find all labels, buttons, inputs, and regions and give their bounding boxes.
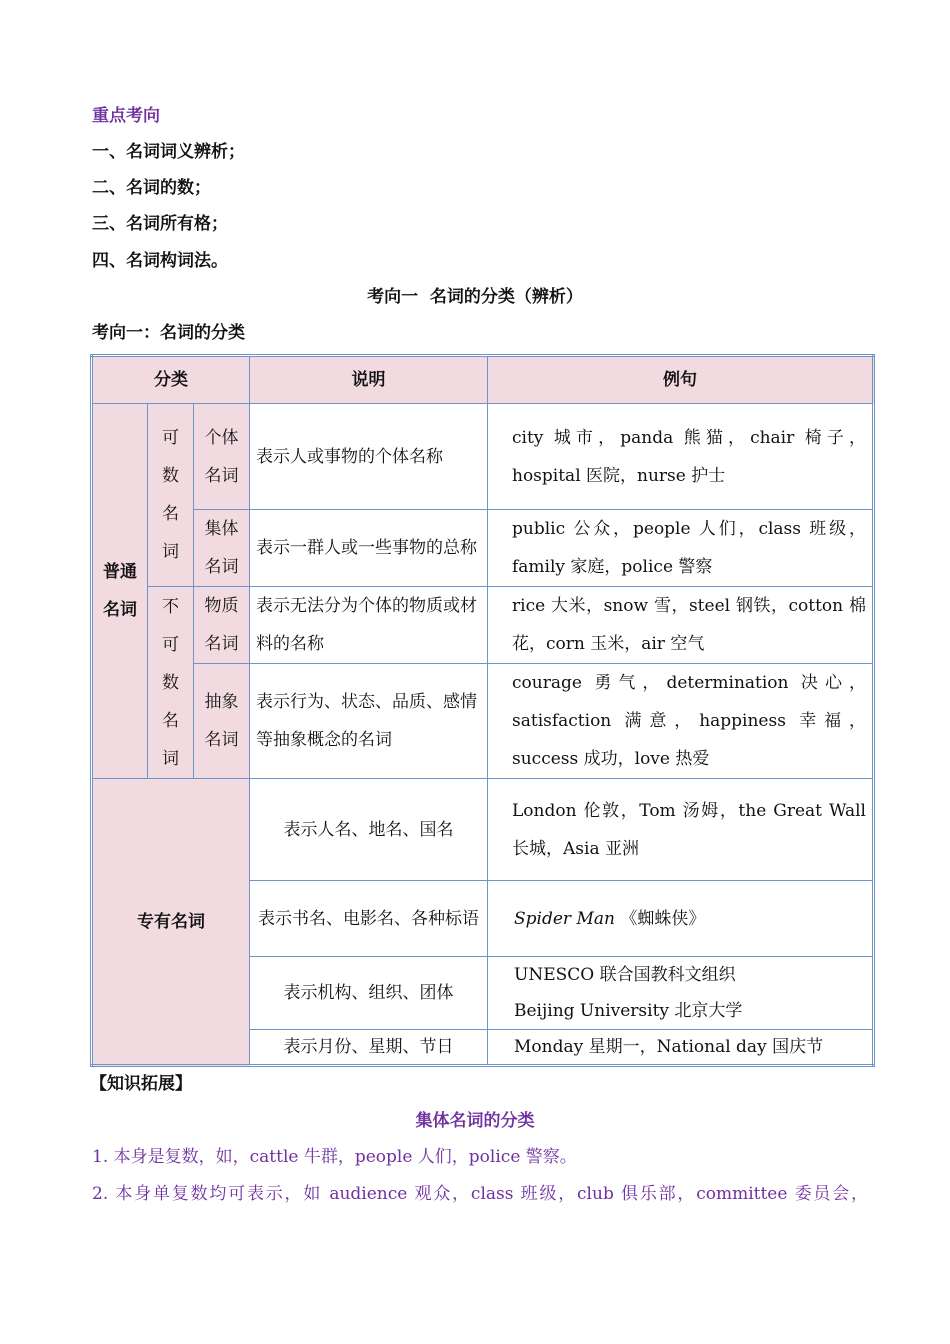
desc-cell: 表示行为、状态、品质、感情等抽象概念的名词 xyxy=(250,664,488,779)
uncountable-cell xyxy=(148,587,194,779)
knowledge-p1: 1. 本身是复数，如，cattle 牛群，people 人们，police 警察。 xyxy=(92,1147,577,1167)
type-label: 物质 名词 xyxy=(204,596,239,654)
type-label: 集体 名词 xyxy=(204,519,239,577)
knowledge-p2: 2. 本身单复数均可表示，如 audience 观众，class 班级，club 俱乐部，committee 委员会， xyxy=(92,1184,868,1204)
desc-cell: 表示机构、组织、团体 xyxy=(250,957,488,1030)
desc-cell: 表示月份、星期、节日 xyxy=(250,1030,488,1066)
example-line: UNESCO 联合国教科文组织 xyxy=(514,965,736,985)
header-description: 说明 xyxy=(250,356,488,404)
example-italic: Spider Man xyxy=(514,908,615,929)
example-cell: city 城市，panda 熊猫，chair 椅子，hospital 医院，nurse 护士 xyxy=(488,404,874,510)
example-cell: London 伦敦，Tom 汤姆，the Great Wall 长城，Asia 亚洲 xyxy=(488,779,874,881)
type-label: 个体 名词 xyxy=(204,427,239,486)
type-cell xyxy=(194,404,250,510)
table-row xyxy=(92,664,874,779)
proper-noun-cell: 专有名词 xyxy=(92,779,250,1066)
focus-heading: 重点考向 xyxy=(92,106,160,126)
example-cell: public 公众，people 人们，class 班级，family 家庭，police 警察 xyxy=(488,510,874,587)
table-row xyxy=(92,587,874,664)
knowledge-title: 集体名词的分类 xyxy=(415,1111,535,1131)
focus-item-1: 一、名词词义辨析； xyxy=(92,142,245,162)
header-example: 例句 xyxy=(488,356,874,404)
example-cell xyxy=(488,881,874,957)
subtitle: 考向一：名词的分类 xyxy=(92,323,245,343)
focus-item-3: 三、名词所有格； xyxy=(92,214,228,234)
type-cell xyxy=(194,510,250,587)
desc-cell: 表示一群人或一些事物的总称 xyxy=(250,510,488,587)
common-noun-label: 普通 名词 xyxy=(103,562,137,620)
uncountable-label: 不 可 数 名 词 xyxy=(162,596,179,769)
common-noun-cell xyxy=(92,404,148,779)
desc-cell: 表示人名、地名、国名 xyxy=(250,779,488,881)
example-text: 《蜘蛛侠》 xyxy=(620,908,706,929)
knowledge-label: 【知识拓展】 xyxy=(90,1074,192,1094)
table-header-row xyxy=(92,356,874,404)
countable-cell xyxy=(148,404,194,587)
focus-item-4: 四、名词构词法。 xyxy=(92,251,228,271)
table-row xyxy=(92,779,874,881)
desc-cell: 表示书名、电影名、各种标语 xyxy=(250,881,488,957)
example-cell: courage 勇气，determination 决心，satisfaction 满意，happiness 幸福，success 成功，love 热爱 xyxy=(488,664,874,779)
header-category: 分类 xyxy=(92,356,250,404)
type-label: 抽象 名词 xyxy=(204,692,239,750)
desc-cell: 表示无法分为个体的物质或材料的名称 xyxy=(250,587,488,664)
type-cell xyxy=(194,664,250,779)
example-cell: Monday 星期一，National day 国庆节 xyxy=(488,1030,874,1066)
section-title: 考向一 名词的分类（辨析） xyxy=(367,287,583,307)
desc-cell: 表示人或事物的个体名称 xyxy=(250,404,488,510)
table-row xyxy=(92,510,874,587)
example-cell xyxy=(488,957,874,1030)
focus-item-2: 二、名词的数； xyxy=(92,178,211,198)
noun-classification-table xyxy=(90,354,875,1067)
type-cell xyxy=(194,587,250,664)
example-line: Beijing University 北京大学 xyxy=(514,1001,743,1021)
example-cell: rice 大米，snow 雪，steel 钢铁，cotton 棉花，corn 玉米，air 空气 xyxy=(488,587,874,664)
countable-label: 可 数 名 词 xyxy=(162,428,179,562)
table-row xyxy=(92,404,874,510)
